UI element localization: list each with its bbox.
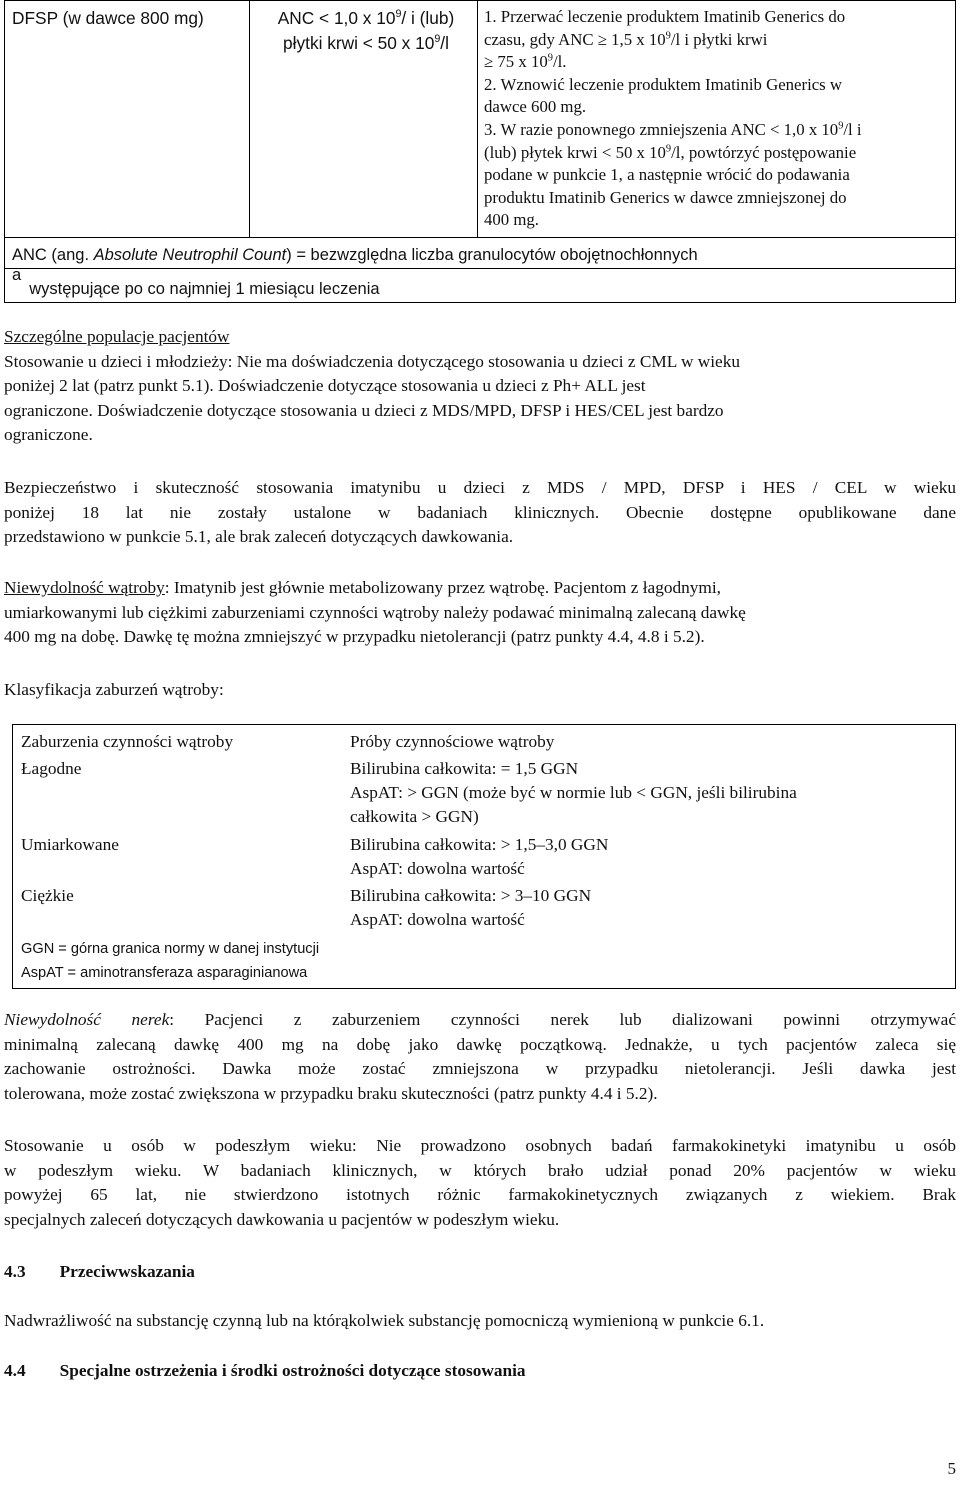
table-divider-col2 [477, 0, 478, 238]
pediatric-safety-paragraph [4, 476, 956, 550]
section-4-4-number: 4.4 [4, 1361, 26, 1380]
pediatric-safety-line-1: Bezpieczeństwo i skuteczność stosowania imatynibu u dzieci z MDS / MPD, DFSP i HES / CEL w wieku [4, 478, 956, 497]
renal-line-4: tolerowana, może zostać zwiększona w przypadku braku skuteczności (patrz punkty 4.4 i 5.2). [4, 1083, 658, 1103]
section-4-3-number: 4.3 [4, 1262, 26, 1281]
hepatic-line-1: Niewydolność wątroby: Imatynib jest głównie metabolizowany przez wątrobę. Pacjentom z łagodnymi, [4, 578, 721, 597]
hepatic-row-mild-label: Łagodne [21, 759, 82, 778]
elderly-line-3: powyżej 65 lat, nie stwierdzono istotnych różnic farmakokinetycznych związanych z wiekiem. Brak [4, 1185, 956, 1204]
table-border-right [955, 0, 956, 303]
pediatric-line-2: poniżej 2 lat (patrz punkt 5.1). Doświadczenie dotyczące stosowania u dzieci z Ph+ ALL jest [4, 376, 646, 395]
pediatric-safety-line-3: przedstawiono w punkcie 5.1, ale brak zaleceń dotyczących dawkowania. [4, 527, 514, 546]
hepatic-row-severe-aspat: AspAT: dowolna wartość [350, 910, 525, 929]
table-border-top [4, 0, 956, 1]
step-2-line-2: dawce 600 mg. [484, 97, 587, 117]
page-number: 5 [947, 1458, 956, 1478]
table-divider-footnote [4, 268, 956, 269]
pediatric-line-1: Stosowanie u dzieci i młodzieży: Nie ma doświadczenia dotyczącego stosowania u dzieci z CML w wieku [4, 351, 740, 371]
hepatic-line-2: umiarkowanymi lub ciężkimi zaburzeniami czynności wątroby należy podawać minimalną zalecaną dawkę [4, 602, 746, 622]
renal-label: Niewydolność nerek [4, 1010, 170, 1029]
hepatic-classification-table [12, 724, 956, 989]
step-1-line-1: 1. Przerwać leczenie produktem Imatinib Generics do [484, 7, 846, 26]
step-3-line-2: (lub) płytek krwi < 50 x $10^9/l$, powtórzyć postępowanie [484, 142, 857, 162]
hepatic-row-moderate-aspat: AspAT: dowolna wartość [350, 859, 525, 878]
renal-impairment-paragraph [4, 1008, 956, 1106]
step-3-line-1: 3. W razie ponownego zmniejszenia ANC < 1,0 x $10^9/l$ i [484, 119, 862, 139]
section-4-4-heading [4, 1359, 956, 1384]
contraindications-text: Nadwrażliwość na substancję czynną lub na którąkolwiek substancję pomocniczą wymienioną w punkcie 6.1. [4, 1311, 765, 1330]
pediatric-line-3: ograniczone. Doświadczenie dotyczące stosowania u dzieci z MDS/MPD, DFSP i HES/CEL jest bardzo [4, 400, 724, 420]
section-4-4-title: Specjalne ostrzeżenia i środki ostrożności dotyczące stosowania [59, 1361, 526, 1380]
condition-line-2: płytki krwi < 50 x $10^9/l$ [283, 32, 449, 53]
renal-line-3: zachowanie ostrożności. Dawka może zostać zmniejszona w przypadku nietolerancji. Jeśli dawka jest [4, 1059, 956, 1078]
elderly-paragraph [4, 1134, 956, 1232]
hepatic-footnote-ggn: GGN = górna granica normy w danej instytucji [21, 941, 320, 957]
renal-line-1: Niewydolność nerek: Pacjenci z zaburzeniem czynności nerek lub dializowani powinni otrzymywać [4, 1010, 956, 1029]
table-border-left [4, 0, 5, 303]
hepatic-table-header-right: Próby czynnościowe wątroby [350, 732, 555, 751]
step-3-line-4: produktu Imatinib Generics w dawce zmniejszonej do [484, 187, 847, 207]
hepatic-row-mild-aspat-cont: całkowita > GGN) [350, 807, 479, 826]
table-divider-row [4, 237, 956, 238]
anc-definition: ANC (ang. Absolute Neutrophil Count) = bezwzględna liczba granulocytów obojętnochłonnych [12, 246, 698, 264]
hepatic-classification-heading: Klasyfikacja zaburzeń wątroby: [4, 680, 224, 699]
footnote-a: awystępujące po co najmniej 1 miesiącu leczenia [12, 266, 380, 298]
step-1-line-2: czasu, gdy ANC ≥ 1,5 x $10^9/l$ i płytki krwi [484, 29, 768, 49]
hepatic-row-mild-bilirubin: Bilirubina całkowita: = 1,5 GGN [350, 759, 579, 778]
hepatic-row-moderate-label: Umiarkowane [21, 835, 119, 854]
condition-line-1: ANC < 1,0 x $10^9/$ i (lub) [277, 8, 455, 28]
step-3-line-3: podane w punkcie 1, a następnie wrócić do podawania [484, 165, 850, 185]
renal-line-2: minimalną zalecaną dawkę 400 mg na dobę jako dawkę początkową. Jednakże, u tych pacjentów zaleca się [4, 1034, 956, 1054]
pediatric-safety-line-2: poniżej 18 lat nie zostały ustalone w badaniach klinicznych. Obecnie dostępne opublikowane dane [4, 502, 956, 522]
step-1-line-3: ≥ 75 x $10^9/l$. [484, 52, 567, 72]
hepatic-row-severe-bilirubin: Bilirubina całkowita: > 3–10 GGN [350, 886, 592, 905]
condition-cell [259, 6, 473, 55]
step-2-line-1: 2. Wznowić leczenie produktem Imatinib Generics w [484, 74, 843, 94]
step-3-line-5: 400 mg. [484, 210, 540, 230]
section-4-3-heading [4, 1260, 956, 1285]
special-populations-section [4, 325, 956, 448]
hepatic-table-header-left: Zaburzenia czynności wątroby [21, 732, 234, 751]
special-populations-heading: Szczególne populacje pacjentów [4, 327, 230, 346]
dose-adjustment-table [4, 0, 956, 303]
hepatic-label: Niewydolność wątroby [4, 578, 165, 597]
indication-cell: DFSP (w dawce 800 mg) [12, 8, 204, 28]
section-4-3-title: Przeciwwskazania [59, 1262, 195, 1281]
hepatic-footnote-aspat: AspAT = aminotransferaza asparaginianowa [21, 965, 308, 981]
table-border-bottom [4, 302, 956, 303]
table-divider-col1 [249, 0, 250, 238]
elderly-line-1: Stosowanie u osób w podeszłym wieku: Nie prowadzono osobnych badań farmakokinetyki imatynibu u osób [4, 1136, 956, 1155]
elderly-line-2: w podeszłym wieku. W badaniach klinicznych, w których brało udział ponad 20% pacjentów w wieku [4, 1160, 956, 1180]
hepatic-row-moderate-bilirubin: Bilirubina całkowita: > 1,5–3,0 GGN [350, 835, 609, 854]
hepatic-line-3: 400 mg na dobę. Dawkę tę można zmniejszyć w przypadku nietolerancji (patrz punkty 4.4, 4.8 i 5.2). [4, 627, 705, 646]
elderly-line-4: specjalnych zaleceń dotyczących dawkowania u pacjentów w podeszłym wieku. [4, 1209, 560, 1229]
document-page [4, 0, 956, 1487]
hepatic-impairment-paragraph [4, 576, 956, 650]
pediatric-line-4: ograniczone. [4, 425, 93, 444]
action-cell [484, 6, 862, 232]
hepatic-row-severe-label: Ciężkie [21, 886, 74, 905]
hepatic-row-mild-aspat: AspAT: > GGN (może być w normie lub < GGN, jeśli bilirubina [350, 783, 797, 802]
